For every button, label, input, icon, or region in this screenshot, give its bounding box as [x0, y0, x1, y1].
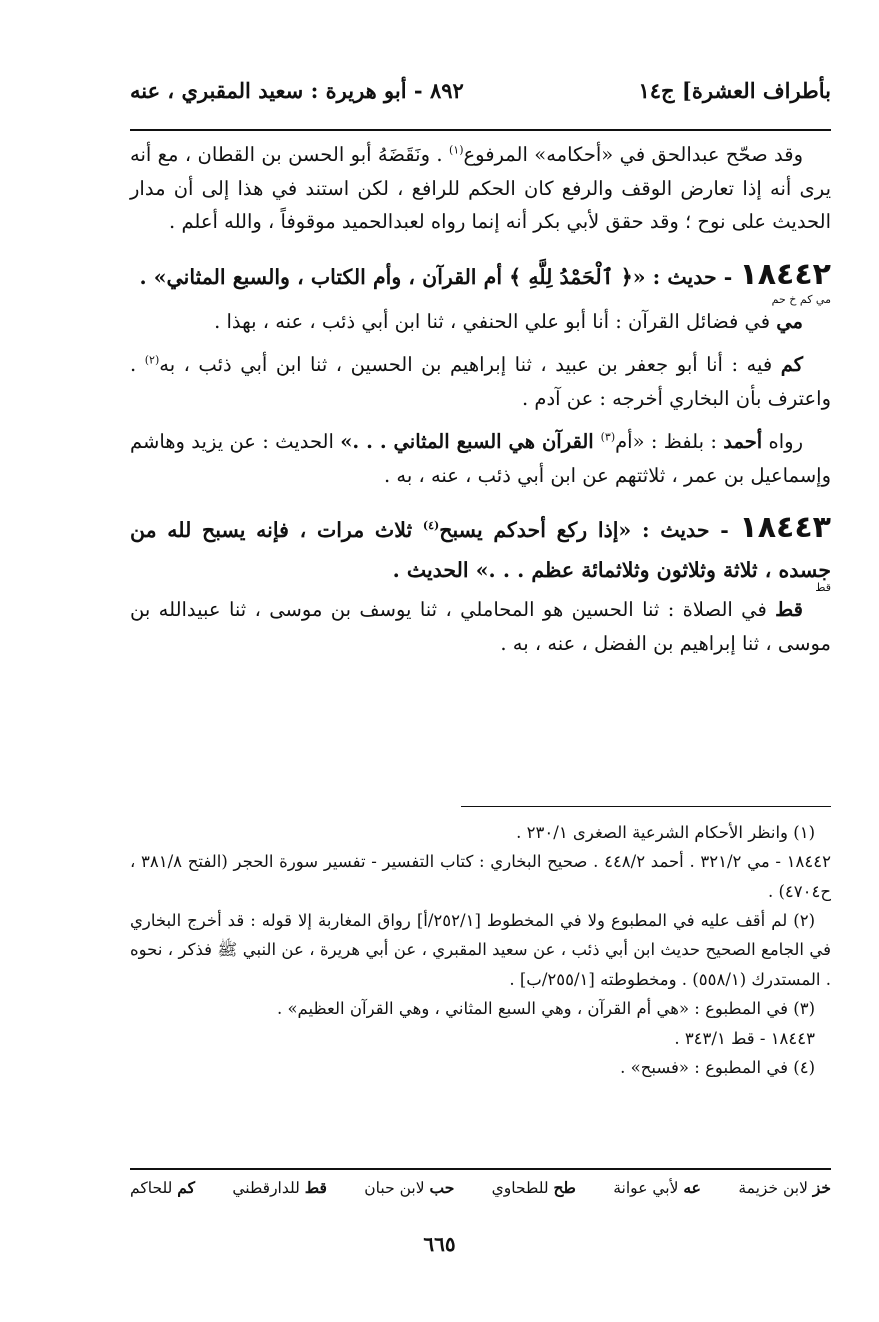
paragraph-2-text: في فضائل القرآن : أنا أبو علي الحنفي ، ثنا ابن أبي ذئب ، عنه ، بهذا .: [214, 309, 777, 333]
paragraph-1: [130, 138, 831, 239]
legend-item: [232, 1178, 327, 1197]
source-abbr-qt: قط: [775, 598, 803, 622]
footnote-ref-2[interactable]: (٢): [144, 353, 160, 367]
footnotes: [130, 818, 831, 1082]
legend-desc: لابن خزيمة: [738, 1179, 808, 1197]
paragraph-4-mid: : بلفظ : «أم: [615, 430, 724, 454]
source-symbols: قط: [815, 581, 831, 595]
source-note-18442: ١٨٤٤٢ - مي ٣٢١/٢ . أحمد ٤٤٨/٢ . صحيح البخاري : كتاب التفسير - تفسير سورة الحجر (الفتح ٣٨١/٨ ، ح٤٧٠٤) .: [130, 852, 831, 901]
narrator-name: أحمد: [723, 430, 763, 454]
paragraph-4-quote: القرآن هي السبع المثاني . . .»: [340, 430, 601, 454]
legend-desc: للطحاوي: [491, 1179, 549, 1197]
paragraph-2: [130, 305, 831, 339]
hadith-18442-heading: [130, 249, 831, 305]
paragraph-3: [130, 348, 831, 415]
source-abbr-mi: مي: [776, 309, 803, 333]
legend-abbr: طح: [553, 1178, 576, 1197]
page-number: ٦٦٥: [423, 1232, 456, 1256]
legend-abbr: خز: [812, 1178, 831, 1197]
page-header: [130, 78, 831, 118]
paragraph-5: [130, 593, 831, 660]
paragraph-1-text: وقد صحّح عبدالحق في «أحكامه» المرفوع: [463, 143, 803, 166]
chapter-title: ٨٩٢ - أبو هريرة : سعيد المقبري ، عنه: [130, 78, 464, 103]
main-text: [130, 138, 831, 670]
paragraph-3-rest: . واعترف بأن البخاري أخرجه : عن آدم .: [130, 353, 831, 410]
source-symbols: مي كم خ حم: [771, 292, 831, 306]
book-title: بأطراف العشرة] ج١٤: [638, 78, 831, 103]
legend-desc: لابن حبان: [364, 1179, 425, 1197]
hadith-text-rest: ثلاث مرات ، فإنه يسبح لله من جسده ، ثلاثة وثلاثون وثلاثمائة عظم . . .» الحديث .: [130, 518, 831, 583]
paragraph-5-text: في الصلاة : ثنا الحسين هو المحاملي ، ثنا يوسف بن موسى ، ثنا عبيدالله بن موسى ، ثنا إبراهيم بن الفضل ، عنه ، به .: [130, 598, 831, 655]
hadith-number: ١٨٤٤٢: [739, 256, 831, 292]
legend-divider: [130, 1168, 831, 1170]
hadith-text: - حديث : «﴿ ٱلْحَمْدُ لِلَّهِ ﴾ أم القرآن ، وأم الكتاب ، والسبع المثاني» .: [139, 264, 740, 289]
legend-item: [130, 1178, 195, 1197]
legend-abbr: حب: [429, 1178, 455, 1197]
legend-item: [364, 1178, 454, 1197]
legend-abbr: قط: [304, 1178, 327, 1197]
abbreviation-legend: [130, 1178, 831, 1197]
paragraph-4-rest: الحديث : عن يزيد وهاشم وإسماعيل بن عمر ، ثلاثتهم عن ابن أبي ذئب ، عنه ، به .: [130, 430, 831, 487]
paragraph-3-text: فيه : أنا أبو جعفر بن عبيد ، ثنا إبراهيم بن الحسين ، ثنا ابن أبي ذئب ، به: [159, 353, 781, 377]
legend-abbr: كم: [177, 1178, 195, 1197]
footnote-ref-4[interactable]: (٤): [422, 519, 440, 533]
legend-desc: لأبي عوانة: [613, 1179, 679, 1197]
legend-desc: للدارقطني: [232, 1179, 300, 1197]
paragraph-1-rest: . ونَقَضَهُ أبو الحسن بن القطان ، مع أنه يرى أنه إذا تعارض الوقف والرفع كان الحكم للرافع ، لكن استند في هذا إلى أن مدار الحديث على نوح ؛ وقد حقق لأبي بكر أنه إنما رواه لعبدالحميد موقوفاً ، والله أعلم .: [130, 143, 831, 234]
footnote-1: (١) وانظر الأحكام الشرعية الصغرى ٢٣٠/١ .: [516, 823, 815, 842]
legend-abbr: عه: [683, 1178, 701, 1197]
legend-item: [738, 1178, 831, 1197]
footnote-2: (٢) لم أقف عليه في المطبوع ولا في المخطوط [٢٥٢/١/أ] رواق المغاربة إلا قوله : قد أخرج البخاري في الجامع الصحيح حديث ابن أبي ذئب ، عن سعيد المقبري ، عن أبي هريرة ، عن النبي ﷺ فذكر ، نحوه . المستدرك (٥٥٨/١) . ومخطوطته [٢٥٥/١/ب] .: [130, 911, 831, 989]
footnote-4: (٤) في المطبوع : «فسبح» .: [620, 1057, 815, 1077]
footnote-ref-1[interactable]: (١): [448, 143, 464, 157]
legend-desc: للحاكم: [130, 1179, 173, 1197]
legend-item: [492, 1178, 576, 1197]
footnote-ref-3[interactable]: (٣): [600, 430, 616, 444]
hadith-number: ١٨٤٤٣: [739, 510, 831, 546]
footnote-divider: [461, 806, 831, 807]
footnote-3: (٣) في المطبوع : «هي أم القرآن ، وهي السبع المثاني ، وهي القرآن العظيم» .: [276, 999, 815, 1019]
hadith-text: - حديث : «إذا ركع أحدكم يسبح: [439, 518, 740, 543]
paragraph-4-start: رواه: [762, 430, 803, 454]
source-note-18443: ١٨٤٤٣ - قط ٣٤٣/١ .: [674, 1028, 815, 1048]
hadith-18443-heading: [130, 502, 831, 593]
source-abbr-km: كم: [780, 353, 803, 377]
legend-item: [613, 1178, 701, 1197]
header-divider: [130, 129, 831, 131]
paragraph-4: [130, 425, 831, 492]
